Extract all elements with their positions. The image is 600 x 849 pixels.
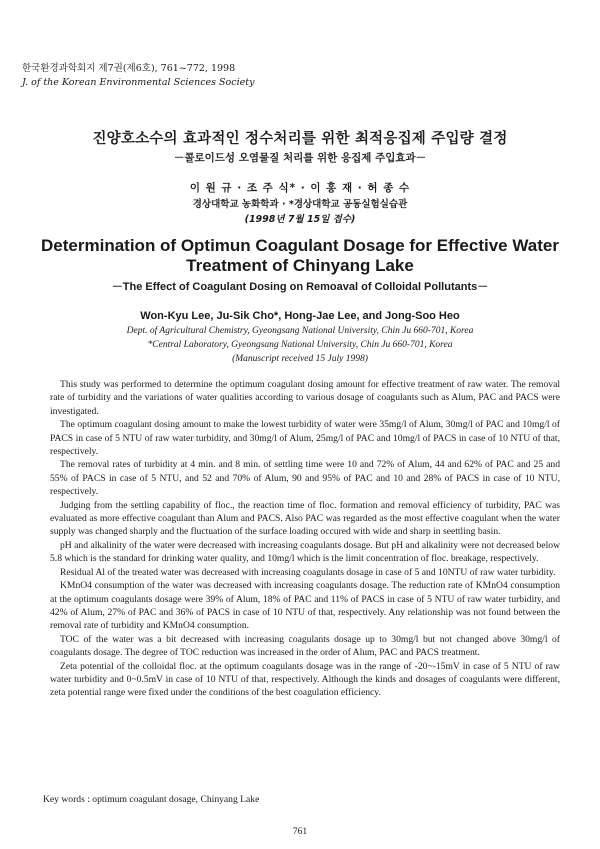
manuscript-received: (Manuscript received 15 July 1998) bbox=[232, 354, 368, 364]
korean-affiliation: 경상대학교 농화학과 · *경상대학교 공동실험실습관 bbox=[192, 199, 408, 210]
abstract-paragraph: Residual Al of the treated water was decreased with increasing coagulants dosage in case of 5 and 10NTU of raw water turbidity. bbox=[60, 566, 556, 578]
abstract-paragraph: This study was performed to determine the optimum coagulant dosing amount for effective treatment of raw water. The removal rate of turbidity and the variations of water qualities according to various dosage of coagulants such as Alum, PAC and PACS were investigated. bbox=[50, 379, 560, 417]
english-authors: Won-Kyu Lee, Ju-Sik Cho*, Hong-Jae Lee, and Jong-Soo Heo bbox=[140, 310, 460, 322]
abstract-paragraph: The optimum coagulant dosing amount to make the lowest turbidity of water were 35mg/l of Alum, 30mg/l of PAC and 10mg/l of PACS in case of 5 NTU of raw water turbidity, and 30mg/l of Alum, 25mg/l of PAC and 10mg/l of PACS in case of 10 NTU of that, respectively. bbox=[50, 419, 560, 458]
korean-title: 진양호소수의 효과적인 정수처리를 위한 최적응집제 주입량 결정 bbox=[92, 131, 508, 147]
english-affiliation-2: *Central Laboratory, Gyeongsang National University, Chin Ju 660-701, Korea bbox=[147, 340, 453, 350]
keywords: Key words : optimum coagulant dosage, Chinyang Lake bbox=[43, 794, 260, 805]
journal-name-en: J. of the Korean Environmental Sciences Society bbox=[22, 77, 255, 88]
abstract bbox=[50, 378, 560, 700]
english-title-line2: Treatment of Chinyang Lake bbox=[186, 256, 414, 275]
journal-citation-ko: 한국환경과학회지 제7권(제6호), 761~772, 1998 bbox=[22, 63, 236, 74]
abstract-paragraph: The removal rates of turbidity at 4 min. and 8 min. of settling time were 10 and 72% of Alum, 44 and 62% of PAC and 25 and 55% of PACS in case of 5 NTU, and 52 and 70% of Alum, 90 and 95% of PAC and 10 and 28% of PACS in case of 10 NTU, respectively. bbox=[50, 459, 560, 498]
english-title-line1: Determination of Optimun Coagulant Dosage for Effective Water bbox=[41, 236, 559, 255]
abstract-paragraph: KMnO4 consumption of the water was decreased with increasing coagulants dosage. The reduction rate of KMnO4 consumption at the optimum coagulants dosage were 39% of Alum, 18% of PAC and 11% of PACS in case of 5 NTU of raw water turbidity, and 42% of Alum, 27% of PAC and 36% of PACS in case of 10 NTU of that, respectively. Any relationship was not found between the removal rate of turbidity and KMnO4 consumption. bbox=[50, 580, 560, 632]
english-affiliation-1: Dept. of Agricultural Chemistry, Gyeongsang National University, Chin Ju 660-701, Korea bbox=[126, 326, 474, 336]
english-subtitle: －The Effect of Coagulant Dosing on Remoaval of Colloidal Pollutants－ bbox=[111, 281, 489, 293]
abstract-paragraph: pH and alkalinity of the water were decreased with increasing coagulants dosage. But pH and alkalinity were not decreased below 5.8 which is the standard for drinking water quality, and 10mg/l which is the limit concentration of floc. breakage, respectively. bbox=[50, 539, 560, 565]
english-title bbox=[0, 236, 600, 276]
page-number: 761 bbox=[292, 826, 308, 837]
abstract-paragraph: Zeta potential of the colloidal floc. at the optimum coagulants dosage was in the range of -20~-15mV in case of 5 NTU of raw water turbidity and 0~0.5mV in case of 10 NTU of that, respectively. Although the kinds and dosages of coagulants were different, zeta potential range were fixed under the conditions of the best coagulation efficiency. bbox=[50, 660, 560, 699]
journal-header bbox=[22, 62, 254, 90]
abstract-paragraph: TOC of the water was a bit decreased with increasing coagulants dosage up to 30mg/l but not changed above 30mg/l of coagulants dosage. The degree of TOC reduction was increased in the order of Alum, PAC and PACS treatment. bbox=[50, 633, 560, 659]
korean-received-date: (1998년 7월 15일 접수) bbox=[244, 214, 356, 225]
korean-subtitle: －콜로이드성 오염물질 처리를 위한 응집제 주입효과－ bbox=[173, 152, 427, 164]
korean-authors: 이 원 규 · 조 주 식* · 이 홍 재 · 허 종 수 bbox=[189, 182, 411, 194]
abstract-paragraph: Judging from the settling capability of floc., the reaction time of floc. formation and removal efficiency of turbidity, PAC was evaluated as more effective coagulant than Alum and PACS. Also PAC was regarded as the most effective coagulant when the water supply was changed sharply and the fluctuation of the surface loading occured with wide and sharp in seettling basin. bbox=[50, 499, 560, 538]
